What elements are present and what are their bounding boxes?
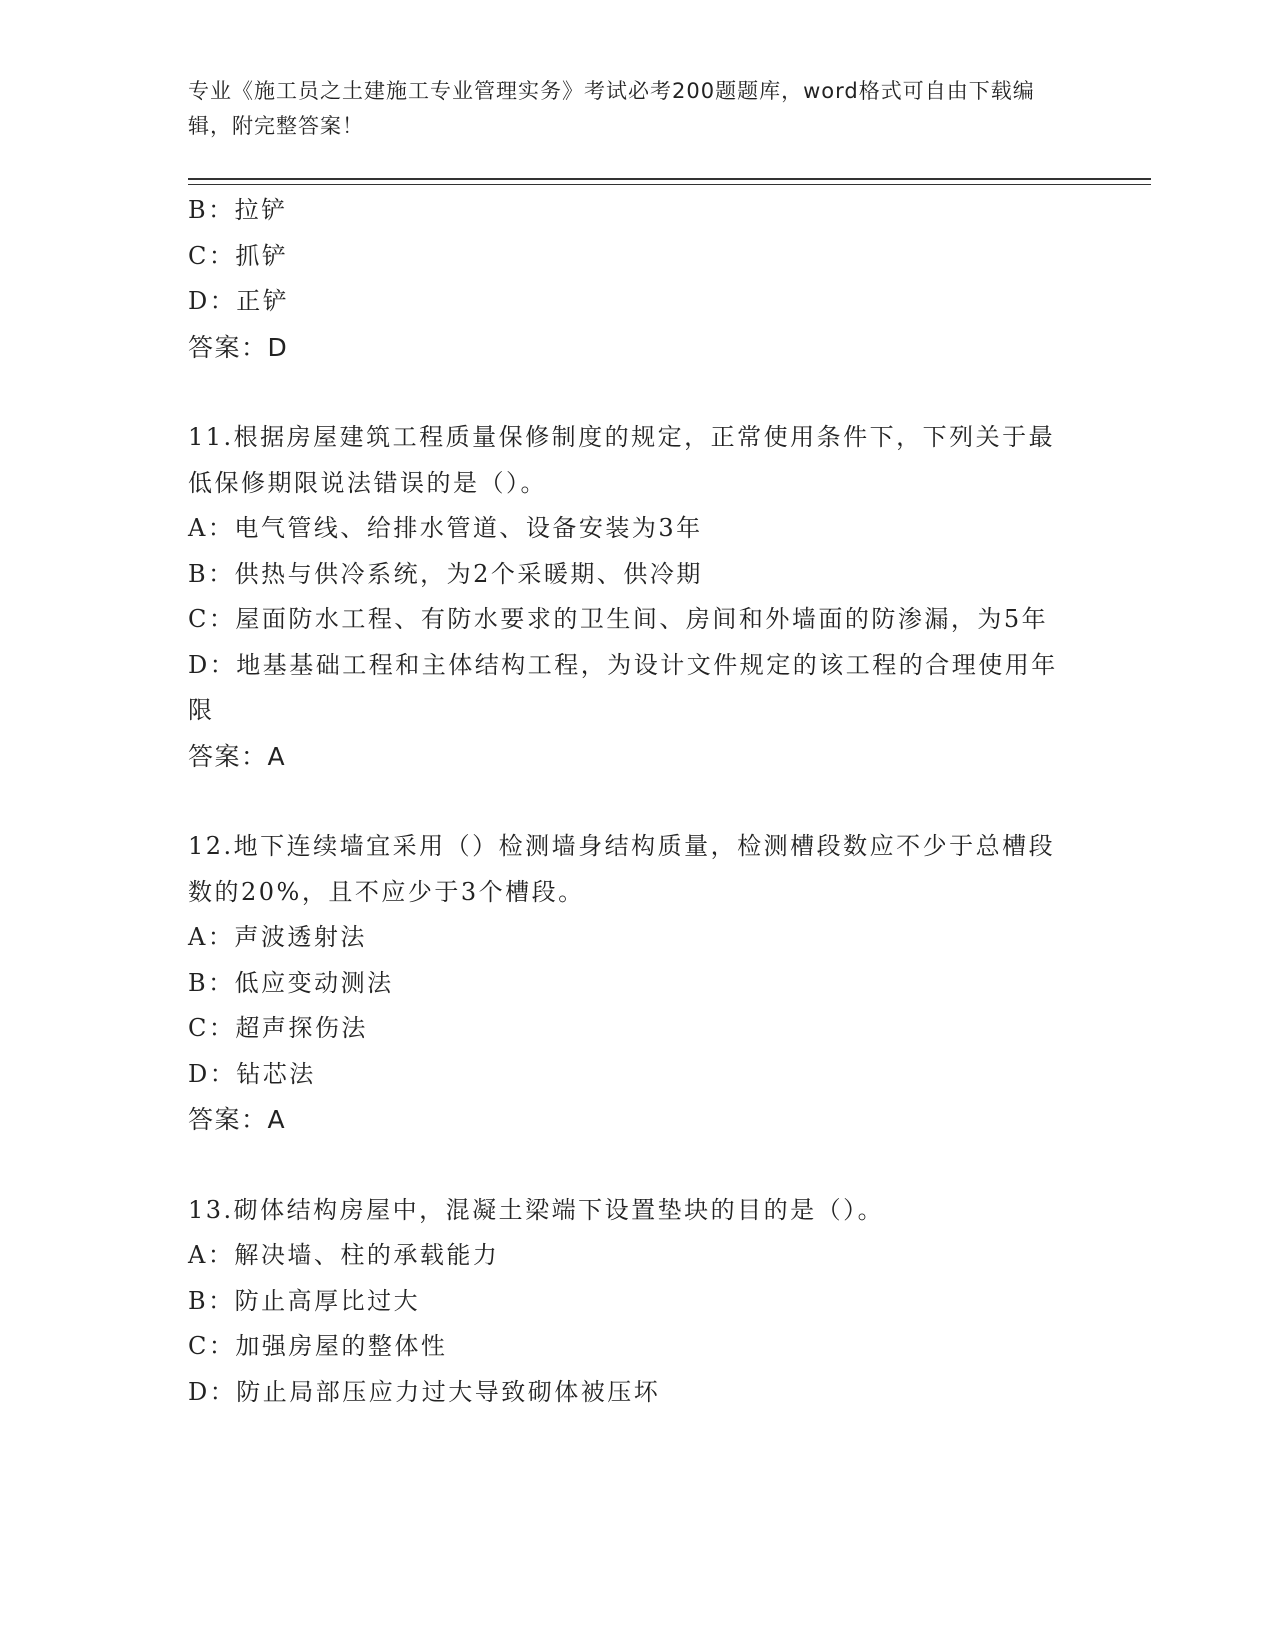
option-d: D：防止局部压应力过大导致砌体被压坏 [188, 1377, 661, 1406]
option-d: D：正铲 [188, 287, 290, 315]
option-b: B：拉铲 [188, 196, 288, 224]
answer: 答案：A [188, 1105, 287, 1134]
option-b: B：低应变动测法 [188, 968, 394, 997]
spacer [188, 1143, 1068, 1188]
question-11 [188, 415, 1068, 779]
option-a: A：声波透射法 [188, 923, 367, 951]
header-text: 专业《施工员之土建施工专业管理实务》考试必考200题题库，word格式可自由下载编辑，附完整答案！ [188, 79, 1035, 138]
answer: 答案：D [188, 332, 289, 362]
spacer [188, 779, 1068, 824]
option-c: C：加强房屋的整体性 [188, 1332, 448, 1360]
option-d: D：地基基础工程和主体结构工程，为设计文件规定的该工程的合理使用年限 [188, 650, 1058, 724]
question-12 [188, 824, 1068, 1143]
question-stem: 13.砌体结构房屋中，混凝土梁端下设置垫块的目的是（）。 [188, 1195, 885, 1224]
question-stem: 12.地下连续墙宜采用（）检测墙身结构质量，检测槽段数应不少于总槽段数的20%，且不应少于3个槽段。 [188, 832, 1056, 906]
question-13 [188, 1188, 1068, 1416]
option-b: B：供热与供冷系统，为2个采暖期、供冷期 [188, 559, 703, 588]
header-divider-thin [188, 184, 1151, 185]
option-a: A：电气管线、给排水管道、设备安装为3年 [188, 514, 703, 542]
option-a: A：解决墙、柱的承载能力 [188, 1241, 500, 1269]
question-stem: 11.根据房屋建筑工程质量保修制度的规定，正常使用条件下，下列关于最低保修期限说法错误的是（）。 [188, 423, 1056, 497]
question-content [188, 188, 1068, 1415]
document-header [188, 74, 1078, 144]
option-c: C：屋面防水工程、有防水要求的卫生间、房间和外墙面的防渗漏，为5年 [188, 605, 1049, 633]
option-d: D：钻芯法 [188, 1059, 316, 1088]
question-prev [188, 188, 1068, 370]
option-c: C：超声探伤法 [188, 1014, 368, 1042]
header-divider-thick [188, 178, 1151, 180]
option-b: B：防止高厚比过大 [188, 1286, 421, 1315]
answer: 答案：A [188, 741, 287, 771]
spacer [188, 370, 1068, 415]
option-c: C：抓铲 [188, 241, 289, 270]
